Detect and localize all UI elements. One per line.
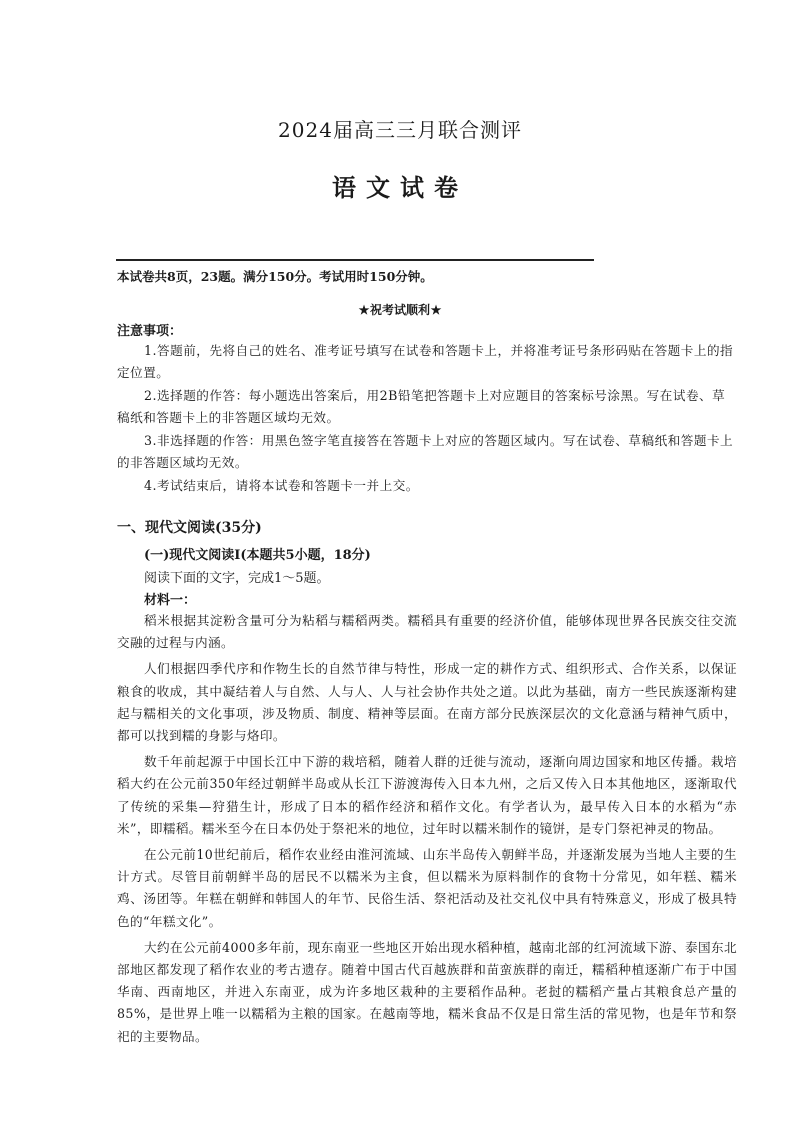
paragraph: 稻米根据其淀粉含量可分为粘稻与糯稻两类。糯稻具有重要的经济价值，能够体现世界各民族交往交流交融的过程与内涵。 — [117, 613, 737, 651]
star-icon: ★ — [358, 303, 370, 317]
exam-info: 本试卷共8页，23题。满分150分。考试用时150分钟。 — [117, 269, 433, 284]
material-label: 材料一： — [144, 593, 197, 608]
notes-list — [117, 340, 737, 498]
note-item: 4.考试结束后，请将本试卷和答题卡一并上交。 — [144, 478, 419, 493]
paragraph: 大约在公元前4000多年前，现东南亚一些地区开始出现水稻种植，越南北部的红河流域下游、泰国东北部地区都发现了稻作农业的考古遗存。随着中国古代百越族群和苗蛮族群的南迁，糯稻种植逐渐广布于中国华南、西南地区，并进入东南亚，成为许多地区栽种的主要稻作品种。老挝的糯稻产量占其粮食总产量的85%，是世界上唯一以糯稻为主粮的国家。在越南等地，糯米食品不仅是日常生活的常见物，也是年节和祭祀的主要物品。 — [117, 939, 737, 1044]
subject-title: 语文试卷 — [332, 173, 468, 202]
slogan-text: 祝考试顺利 — [369, 303, 430, 317]
note-item: 3.非选择题的作答：用黑色签字笔直接答在答题卡上对应的答题区域内。写在试卷、草稿纸和答题卡上的非答题区域均无效。 — [117, 433, 734, 470]
header-divider — [116, 259, 594, 261]
subsection-title: (一)现代文阅读Ⅰ(本题共5小题，18分) — [144, 548, 371, 563]
paragraph: 人们根据四季代序和作物生长的自然节律与特性，形成一定的耕作方式、组织形式、合作关系，以保证粮食的收成，其中凝结着人与自然、人与人、人与社会协作共处之道。以此为基础，南方一些民族逐渐构建起与糯相关的文化事项，涉及物质、制度、精神等层面。在南方部分民族深层次的文化意涵与精神气质中，都可以找到糯的身影与烙印。 — [117, 661, 737, 744]
paragraph: 数千年前起源于中国长江中下游的栽培稻，随着人群的迁徙与流动，逐渐向周边国家和地区传播。栽培稻大约在公元前350年经过朝鲜半岛或从长江下游渡海传入日本九州，之后又传入日本其他地区，逐渐取代了传统的采集—狩猎生计，形成了日本的稻作经济和稻作文化。有学者认为，最早传入日本的水稻为“赤米”，即糯稻。糯米至今在日本仍处于祭祀米的地位，过年时以糯米制作的镜饼，是专门祭祀神灵的物品。 — [117, 754, 737, 836]
material-text — [117, 610, 737, 1052]
reading-instruction: 阅读下面的文字，完成1～5题。 — [144, 571, 330, 586]
paragraph: 在公元前10世纪前后，稻作农业经由淮河流域、山东半岛传入朝鲜半岛，并逐渐发展为当地人主要的生计方式。尽管目前朝鲜半岛的居民不以糯米为主食，但以糯米为原料制作的食物十分常见，如年糕、糯米鸡、汤团等。年糕在朝鲜和韩国人的年节、民俗生活、祭祀活动及社交礼仪中具有特殊意义，形成了极具特色的“年糕文化”。 — [117, 847, 737, 929]
notes-heading: 注意事项： — [117, 324, 183, 339]
section-title: 一、现代文阅读(35分) — [117, 520, 262, 536]
note-item: 2.选择题的作答：每小题选出答案后，用2B铅笔把答题卡上对应题目的答案标号涂黑。写在试卷、草稿纸和答题卡上的非答题区域均无效。 — [117, 388, 726, 425]
star-icon: ★ — [430, 303, 442, 317]
exam-title: 2024届高三三月联合测评 — [278, 118, 522, 142]
slogan — [0, 301, 800, 318]
note-item: 1.答题前，先将自己的姓名、准考证号填写在试卷和答题卡上，并将准考证号条形码贴在答题卡上的指定位置。 — [117, 343, 734, 380]
